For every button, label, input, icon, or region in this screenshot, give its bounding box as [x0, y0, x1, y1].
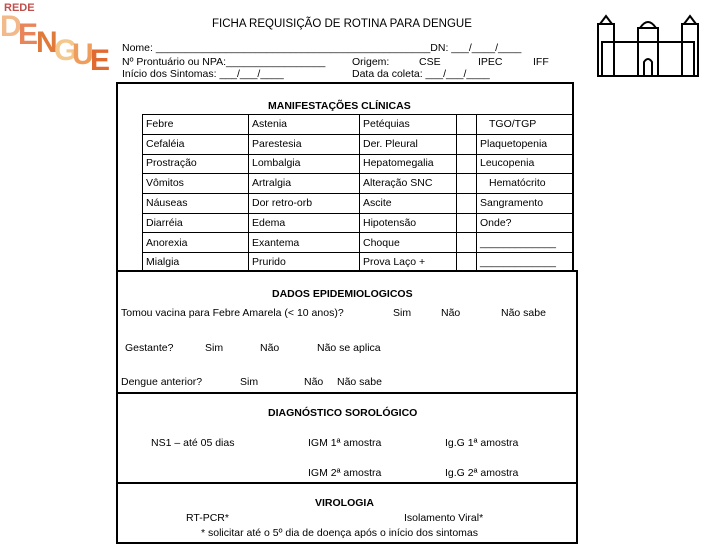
symptom-cell[interactable]: Vômitos [146, 177, 184, 189]
symptom-cell[interactable]: Prurido [252, 256, 286, 268]
symptom-cell[interactable]: Petéquias [363, 118, 410, 130]
symptom-cell[interactable]: Cefaléia [146, 138, 185, 150]
isolamento-option[interactable]: Isolamento Viral* [404, 512, 484, 524]
symptom-cell[interactable]: _____________ [480, 237, 556, 249]
symptom-cell[interactable]: Sangramento [480, 197, 544, 209]
sorologico-title: DIAGNÓSTICO SOROLÓGICO [268, 407, 418, 419]
igg2-option[interactable]: Ig.G 2ª amostra [445, 467, 519, 479]
symptom-cell[interactable]: Exantema [252, 237, 300, 249]
symptom-cell[interactable]: Artralgia [252, 177, 292, 189]
symptom-cell[interactable]: Hipotensão [363, 217, 417, 229]
symptom-cell[interactable]: Plaquetopenia [480, 138, 548, 150]
symptom-cell[interactable]: Dor retro-orb [252, 197, 313, 209]
logo-letter-n: N [36, 26, 58, 59]
logo-rede-text: REDE [4, 2, 35, 14]
institution-building-logo [594, 14, 702, 80]
virologia-title: VIROLOGIA [315, 497, 374, 509]
dengue-naosabe-option[interactable]: Não sabe [337, 376, 382, 388]
dengue-nao-option[interactable]: Não [304, 376, 324, 388]
logo-letter-e: E [18, 18, 39, 51]
symptom-cell[interactable]: Mialgia [146, 256, 180, 268]
symptom-cell[interactable]: Febre [146, 118, 174, 130]
inicio-sintomas-field[interactable]: Início dos Sintomas: ___/___/____ [122, 68, 284, 80]
symptom-cell[interactable]: Náuseas [146, 197, 188, 209]
logo-letter-d: D [0, 10, 22, 43]
symptom-cell[interactable]: Hepatomegalia [363, 157, 434, 169]
virologia-note: * solicitar até o 5º dia de doença após o início dos sintomas [201, 527, 478, 539]
symptom-cell[interactable]: Der. Pleural [363, 138, 418, 150]
ns1-option[interactable]: NS1 – até 05 dias [151, 437, 235, 449]
symptom-cell[interactable]: Astenia [252, 118, 288, 130]
symptom-cell[interactable]: Diarréia [146, 217, 183, 229]
symptom-cell[interactable]: Prostração [146, 157, 197, 169]
clinical-title: MANIFESTAÇÕES CLÍNICAS [268, 100, 411, 112]
dengue-sim-option[interactable]: Sim [240, 376, 259, 388]
symptom-cell[interactable]: _____________ [480, 256, 556, 268]
logo-letter-e2: E [90, 44, 111, 77]
gestante-question: Gestante? [125, 342, 174, 354]
igm2-option[interactable]: IGM 2ª amostra [308, 467, 382, 479]
symptom-cell[interactable]: Lombalgia [252, 157, 301, 169]
symptom-cell[interactable]: Ascite [363, 197, 392, 209]
vaccine-sim-option[interactable]: Sim [393, 307, 412, 319]
origem-iff[interactable]: IFF [533, 56, 549, 68]
symptom-cell[interactable]: Hematócrito [489, 177, 546, 189]
symptom-cell[interactable]: Anorexia [146, 237, 188, 249]
igg1-option[interactable]: Ig.G 1ª amostra [445, 437, 519, 449]
symptom-cell[interactable]: Alteração SNC [363, 177, 433, 189]
igm1-option[interactable]: IGM 1ª amostra [308, 437, 382, 449]
rtpcr-option[interactable]: RT-PCR* [186, 512, 229, 524]
gestante-sim-option[interactable]: Sim [205, 342, 224, 354]
symptom-cell[interactable]: Prova Laço + [363, 256, 426, 268]
vaccine-naosabe-option[interactable]: Não sabe [501, 307, 546, 319]
origem-label: Origem: [352, 56, 390, 68]
logo-letter-u: U [72, 38, 94, 71]
symptom-cell[interactable]: Parestesia [252, 138, 302, 150]
origem-ipec[interactable]: IPEC [478, 56, 503, 68]
symptom-cell[interactable]: Choque [363, 237, 400, 249]
gestante-na-option[interactable]: Não se aplica [317, 342, 381, 354]
logo-letter-g: G [54, 34, 78, 67]
dengue-anterior-question: Dengue anterior? [121, 376, 203, 388]
form-title: FICHA REQUISIÇÃO DE ROTINA PARA DENGUE [212, 18, 472, 30]
epi-title: DADOS EPIDEMIOLOGICOS [272, 288, 413, 300]
vaccine-question: Tomou vacina para Febre Amarela (< 10 anos)? [121, 307, 344, 319]
name-field-line[interactable]: Nome: _______________________________________________DN: ___/____/____ [122, 42, 522, 54]
symptom-cell[interactable]: Onde? [480, 217, 512, 229]
vaccine-nao-option[interactable]: Não [441, 307, 461, 319]
origem-cse[interactable]: CSE [419, 56, 441, 68]
data-coleta-field[interactable]: Data da coleta: ___/___/____ [352, 68, 490, 80]
gestante-nao-option[interactable]: Não [260, 342, 280, 354]
prontuario-field[interactable]: Nº Prontuário ou NPA:_________________ [122, 56, 326, 68]
symptom-cell[interactable]: Leucopenia [480, 157, 535, 169]
symptom-cell[interactable]: TGO/TGP [489, 118, 537, 130]
symptom-cell[interactable]: Edema [252, 217, 286, 229]
